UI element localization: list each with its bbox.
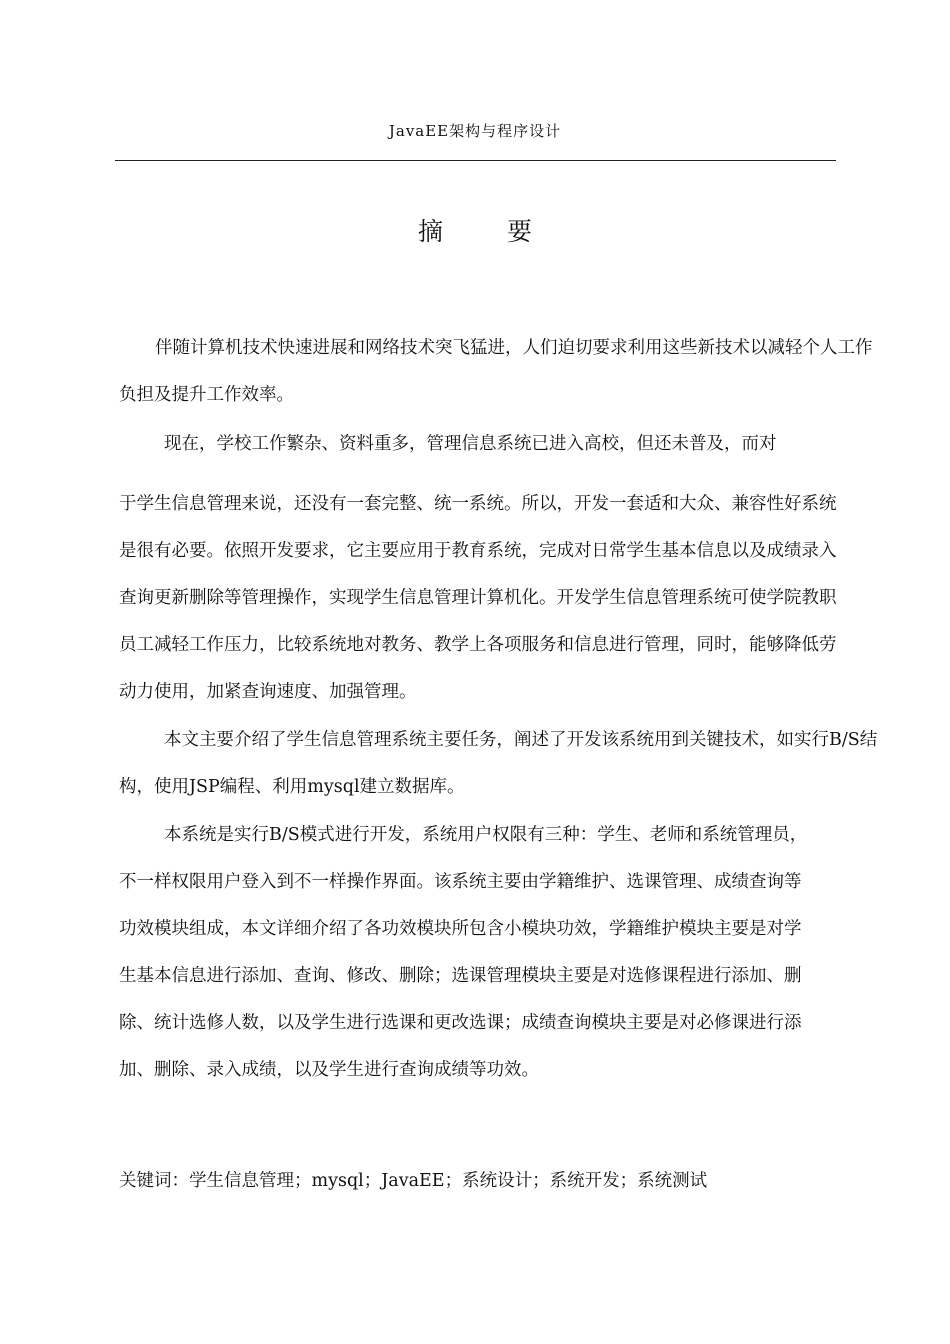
- paragraph-line: 构，使用JSP编程、利用mysql建立数据库。: [119, 777, 465, 797]
- running-header-title: JavaEE架构与程序设计: [388, 122, 562, 140]
- paragraph-line: 负担及提升工作效率。: [119, 385, 294, 405]
- paragraph-line: 是很有必要。依照开发要求，它主要应用于教育系统，完成对日常学生基本信息以及成绩录入: [119, 541, 837, 561]
- paragraph-line: 不一样权限用户登入到不一样操作界面。该系统主要由学籍维护、选课管理、成绩查询等: [119, 872, 802, 892]
- header-divider: [115, 160, 836, 161]
- paragraph-line: 功效模块组成，本文详细介绍了各功效模块所包含小模块功效，学籍维护模块主要是对学: [119, 919, 802, 939]
- paragraph-line: 本文主要介绍了学生信息管理系统主要任务，阐述了开发该系统用到关键技术，如实行B/S结: [164, 730, 878, 750]
- paragraph-line: 现在，学校工作繁杂、资料重多，管理信息系统已进入高校，但还未普及，而对: [164, 434, 777, 454]
- paragraph-line: 生基本信息进行添加、查询、修改、删除；选课管理模块主要是对选修课程进行添加、删: [119, 966, 802, 986]
- paragraph-line: 本系统是实行B/S模式进行开发，系统用户权限有三种：学生、老师和系统管理员，: [164, 825, 808, 845]
- paragraph-line: 加、删除、录入成绩，以及学生进行查询成绩等功效。: [119, 1060, 539, 1080]
- paragraph-line: 伴随计算机技术快速进展和网络技术突飞猛进，人们迫切要求利用这些新技术以减轻个人工作: [155, 338, 873, 358]
- paragraph-line: 动力使用，加紧查询速度、加强管理。: [119, 682, 417, 702]
- keywords-line: 关键词：学生信息管理；mysql；JavaEE；系统设计；系统开发；系统测试: [119, 1171, 708, 1191]
- paragraph-line: 员工减轻工作压力，比较系统地对教务、教学上各项服务和信息进行管理，同时，能够降低劳: [119, 635, 837, 655]
- paragraph-line: 于学生信息管理来说，还没有一套完整、统一系统。所以，开发一套适和大众、兼容性好系统: [119, 494, 837, 514]
- paragraph-line: 查询更新删除等管理操作，实现学生信息管理计算机化。开发学生信息管理系统可使学院教职: [119, 588, 837, 608]
- abstract-title: 摘 要: [418, 217, 560, 246]
- paragraph-line: 除、统计选修人数，以及学生进行选课和更改选课；成绩查询模块主要是对必修课进行添: [119, 1013, 802, 1033]
